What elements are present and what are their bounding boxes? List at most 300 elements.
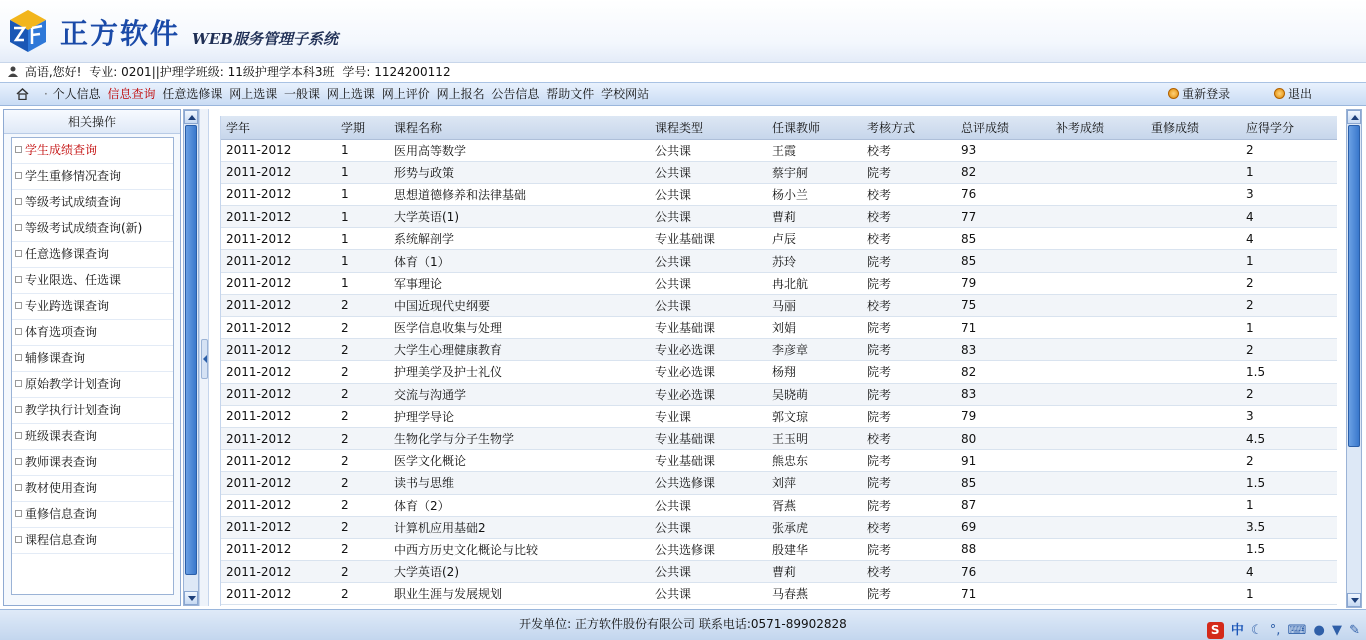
table-cell: 2011-2012 [221, 383, 336, 405]
nav-items [44, 83, 652, 106]
footer [0, 609, 1366, 640]
table-cell: 2 [336, 561, 389, 583]
table-cell: 院考 [862, 538, 956, 560]
sidebar-item-label: 辅修课查询 [25, 351, 86, 365]
table-cell: 院考 [862, 383, 956, 405]
table-cell: 医学信息收集与处理 [389, 317, 650, 339]
table-cell: 2 [336, 339, 389, 361]
table-row [221, 450, 1337, 472]
table-cell: 4.5 [1241, 427, 1337, 449]
table-cell: 2011-2012 [221, 250, 336, 272]
table-cell: 85 [956, 250, 1051, 272]
panel-splitter[interactable] [199, 109, 209, 606]
column-header[interactable]: 任课教师 [767, 116, 862, 139]
table-cell: 冉北航 [767, 272, 862, 294]
sidebar-item-label: 教师课表查询 [25, 455, 98, 469]
footer-text: 开发单位: 正方软件股份有限公司 联系电话:0571-89902828 [519, 617, 847, 631]
sidebar-item-label: 班级课表查询 [25, 429, 98, 443]
table-cell: 2011-2012 [221, 494, 336, 516]
table-cell: 熊忠东 [767, 450, 862, 472]
sidebar-item-label: 学生成绩查询 [25, 143, 98, 157]
table-cell: 公共课 [650, 583, 767, 605]
table-cell: 护理学导论 [389, 405, 650, 427]
nav-separator: · [44, 87, 48, 101]
table-cell [1051, 339, 1146, 361]
sidebar-item[interactable] [12, 528, 173, 554]
table-cell: 校考 [862, 228, 956, 250]
table-cell: 2011-2012 [221, 361, 336, 383]
table-cell: 王霞 [767, 139, 862, 161]
table-row [221, 383, 1337, 405]
table-cell: 刘娟 [767, 317, 862, 339]
table-cell: 2 [1241, 339, 1337, 361]
ime-mode[interactable]: 中 [1230, 623, 1244, 638]
table-cell: 2011-2012 [221, 206, 336, 228]
table-cell: 2 [336, 405, 389, 427]
sidebar-scroll-up[interactable] [184, 110, 198, 124]
table-cell: 1 [1241, 583, 1337, 605]
main-nav [0, 82, 1366, 106]
table-cell: 思想道德修养和法律基础 [389, 183, 650, 205]
table-cell [1051, 405, 1146, 427]
column-header[interactable]: 课程类型 [650, 116, 767, 139]
table-cell [1146, 272, 1241, 294]
table-cell: 1 [336, 161, 389, 183]
table-cell: 2011-2012 [221, 339, 336, 361]
table-cell: 大学生心理健康教育 [389, 339, 650, 361]
table-cell: 71 [956, 317, 1051, 339]
table-cell [1146, 405, 1241, 427]
sogou-icon[interactable]: S [1207, 622, 1224, 639]
table-cell: 院考 [862, 161, 956, 183]
table-cell: 曹莉 [767, 561, 862, 583]
table-row [221, 161, 1337, 183]
sidebar-item[interactable] [12, 190, 173, 216]
bullet-box-icon [15, 276, 22, 283]
table-cell: 大学英语(1) [389, 206, 650, 228]
table-cell: 69 [956, 516, 1051, 538]
table-cell: 76 [956, 183, 1051, 205]
table-row [221, 139, 1337, 161]
column-header[interactable]: 课程名称 [389, 116, 650, 139]
bullet-box-icon [15, 198, 22, 205]
table-cell [1146, 494, 1241, 516]
ime-tray [1204, 617, 1360, 638]
table-cell: 1 [1241, 161, 1337, 183]
table-cell: 校考 [862, 516, 956, 538]
table-cell: 曹莉 [767, 206, 862, 228]
sidebar-item[interactable] [12, 372, 173, 398]
relogin-link[interactable] [1168, 87, 1230, 101]
table-cell [1051, 317, 1146, 339]
table-cell: 2 [336, 294, 389, 316]
nav-online-select-2[interactable]: 网上选课 [326, 87, 375, 101]
nav-school-website[interactable]: 学校网站 [601, 87, 650, 101]
main-scrollbar[interactable] [1346, 109, 1362, 608]
bullet-box-icon [15, 146, 22, 153]
sidebar-item-label: 学生重修情况查询 [25, 169, 122, 183]
table-cell: 2 [336, 361, 389, 383]
user-info-bar [0, 62, 1366, 82]
sidebar-item[interactable] [12, 424, 173, 450]
table-cell: 4 [1241, 206, 1337, 228]
table-cell [1051, 494, 1146, 516]
table-row [221, 405, 1337, 427]
table-cell [1146, 472, 1241, 494]
table-cell: 交流与沟通学 [389, 383, 650, 405]
table-cell: 4 [1241, 561, 1337, 583]
table-cell: 1.5 [1241, 472, 1337, 494]
table-cell [1051, 206, 1146, 228]
table-row [221, 494, 1337, 516]
table-cell: 院考 [862, 317, 956, 339]
table-cell: 杨小兰 [767, 183, 862, 205]
table-cell [1146, 538, 1241, 560]
table-cell: 1 [336, 250, 389, 272]
table-cell: 卢辰 [767, 228, 862, 250]
table-cell: 读书与思维 [389, 472, 650, 494]
punctuation-icon[interactable]: °, [1269, 623, 1281, 638]
table-row [221, 250, 1337, 272]
table-cell: 82 [956, 361, 1051, 383]
table-cell: 公共课 [650, 250, 767, 272]
sidebar-item-label: 课程信息查询 [25, 533, 98, 547]
table-cell: 2 [336, 317, 389, 339]
table-cell: 殷建华 [767, 538, 862, 560]
table-row [221, 516, 1337, 538]
user-major-class: 专业: 0201||护理学班级: 11级护理学本科3班 [89, 65, 335, 79]
table-row [221, 317, 1337, 339]
keyboard-icon[interactable]: ⌨ [1287, 623, 1307, 638]
column-header[interactable]: 考核方式 [862, 116, 956, 139]
table-cell: 公共课 [650, 206, 767, 228]
column-header[interactable]: 总评成绩 [956, 116, 1051, 139]
table-cell: 刘萍 [767, 472, 862, 494]
table-cell [1146, 427, 1241, 449]
table-cell: 生物化学与分子生物学 [389, 427, 650, 449]
table-cell [1146, 161, 1241, 183]
nav-info-query[interactable]: 信息查询 [107, 87, 156, 101]
table-cell: 1 [336, 139, 389, 161]
table-cell: 3 [1241, 405, 1337, 427]
sidebar-item[interactable] [12, 320, 173, 346]
table-cell: 体育（1） [389, 250, 650, 272]
table-row [221, 228, 1337, 250]
zf-logo [8, 8, 48, 54]
sidebar-item-label: 等级考试成绩查询 [25, 195, 122, 209]
table-cell: 院考 [862, 339, 956, 361]
table-cell: 2 [336, 383, 389, 405]
logout-label: 退出 [1287, 87, 1312, 101]
sidebar-item[interactable] [12, 346, 173, 372]
table-cell: 2011-2012 [221, 538, 336, 560]
table-cell: 91 [956, 450, 1051, 472]
table-cell: 胥燕 [767, 494, 862, 516]
table-cell: 院考 [862, 472, 956, 494]
table-cell: 2 [336, 516, 389, 538]
table-cell [1146, 228, 1241, 250]
moon-icon[interactable]: ☾ [1250, 623, 1263, 638]
table-cell: 计算机应用基础2 [389, 516, 650, 538]
main-scroll-thumb[interactable] [1348, 125, 1360, 447]
bullet-box-icon [15, 406, 22, 413]
app-header [0, 0, 1366, 62]
table-cell: 1.5 [1241, 538, 1337, 560]
table-cell: 2 [1241, 383, 1337, 405]
table-cell: 2 [336, 450, 389, 472]
table-cell: 93 [956, 139, 1051, 161]
sidebar-item-label: 重修信息查询 [25, 507, 98, 521]
table-cell: 公共课 [650, 272, 767, 294]
table-cell [1051, 294, 1146, 316]
nav-online-registration[interactable]: 网上报名 [436, 87, 485, 101]
sidebar-item[interactable] [12, 242, 173, 268]
sidebar-panel [3, 109, 181, 606]
table-cell: 2 [336, 538, 389, 560]
table-cell: 1 [1241, 317, 1337, 339]
table-cell [1051, 583, 1146, 605]
sidebar-item[interactable] [12, 294, 173, 320]
bullet-box-icon [15, 510, 22, 517]
table-body [221, 139, 1337, 605]
table-cell: 82 [956, 161, 1051, 183]
table-row [221, 183, 1337, 205]
table-cell: 2 [336, 427, 389, 449]
table-cell: 2 [336, 583, 389, 605]
logout-link[interactable] [1274, 87, 1312, 101]
main-scroll-down[interactable] [1347, 593, 1361, 607]
table-cell: 2011-2012 [221, 317, 336, 339]
user-tray-icon[interactable]: ● [1313, 623, 1325, 638]
table-row [221, 206, 1337, 228]
table-cell: 77 [956, 206, 1051, 228]
column-header[interactable]: 学年 [221, 116, 336, 139]
table-cell: 形势与政策 [389, 161, 650, 183]
table-cell: 院考 [862, 494, 956, 516]
brand-name: 正方软件 [60, 17, 181, 50]
table-cell: 1 [336, 183, 389, 205]
sidebar-item[interactable] [12, 450, 173, 476]
sidebar-item[interactable] [12, 476, 173, 502]
grades-table-container [220, 116, 1338, 606]
table-cell: 校考 [862, 427, 956, 449]
table-cell: 校考 [862, 139, 956, 161]
nav-personal-info[interactable]: 个人信息 [52, 87, 101, 101]
sidebar-item-label: 专业跨选课查询 [25, 299, 110, 313]
table-cell: 80 [956, 427, 1051, 449]
table-cell: 体育（2） [389, 494, 650, 516]
table-cell: 马丽 [767, 294, 862, 316]
table-cell: 1 [336, 206, 389, 228]
sidebar-item[interactable] [12, 216, 173, 242]
table-cell [1051, 250, 1146, 272]
table-cell: 中国近现代史纲要 [389, 294, 650, 316]
table-cell: 2011-2012 [221, 472, 336, 494]
table-cell: 1.5 [1241, 361, 1337, 383]
table-row [221, 339, 1337, 361]
table-row [221, 294, 1337, 316]
table-row [221, 538, 1337, 560]
table-cell [1051, 361, 1146, 383]
table-cell [1146, 450, 1241, 472]
table-cell: 护理美学及护士礼仪 [389, 361, 650, 383]
nav-help-files[interactable]: 帮助文件 [546, 87, 595, 101]
table-cell [1146, 206, 1241, 228]
table-cell [1146, 583, 1241, 605]
table-cell [1051, 450, 1146, 472]
table-cell [1051, 383, 1146, 405]
table-cell: 88 [956, 538, 1051, 560]
sidebar-item-label: 教材使用查询 [25, 481, 98, 495]
bullet-box-icon [15, 354, 22, 361]
table-cell [1051, 272, 1146, 294]
table-cell: 76 [956, 561, 1051, 583]
table-cell: 2011-2012 [221, 405, 336, 427]
bullet-box-icon [15, 250, 22, 257]
table-cell: 校考 [862, 183, 956, 205]
table-cell [1146, 383, 1241, 405]
bullet-box-icon [15, 458, 22, 465]
column-header[interactable]: 重修成绩 [1146, 116, 1241, 139]
table-cell [1051, 228, 1146, 250]
table-cell: 公共选修课 [650, 472, 767, 494]
table-cell: 医用高等数学 [389, 139, 650, 161]
table-cell: 公共选修课 [650, 538, 767, 560]
nav-online-select-1[interactable]: 网上选课 [229, 87, 278, 101]
table-cell [1146, 183, 1241, 205]
table-cell: 专业基础课 [650, 228, 767, 250]
table-row [221, 427, 1337, 449]
table-cell: 2011-2012 [221, 139, 336, 161]
relogin-label: 重新登录 [1182, 87, 1231, 101]
table-cell: 4 [1241, 228, 1337, 250]
table-cell: 张承虎 [767, 516, 862, 538]
table-cell: 85 [956, 472, 1051, 494]
table-cell [1146, 317, 1241, 339]
sidebar-scroll-thumb[interactable] [185, 125, 197, 575]
table-cell: 公共课 [650, 183, 767, 205]
sidebar-scrollbar[interactable] [183, 109, 199, 606]
table-cell: 校考 [862, 561, 956, 583]
table-cell: 75 [956, 294, 1051, 316]
table-cell [1146, 339, 1241, 361]
table-cell: 2011-2012 [221, 183, 336, 205]
table-cell: 专业课 [650, 405, 767, 427]
table-cell: 2 [1241, 139, 1337, 161]
sidebar-item[interactable] [12, 398, 173, 424]
skin-icon[interactable]: ▼ [1331, 623, 1342, 638]
table-cell: 2011-2012 [221, 516, 336, 538]
sidebar-item-label: 教学执行计划查询 [25, 403, 122, 417]
table-cell: 2011-2012 [221, 561, 336, 583]
table-cell: 专业必选课 [650, 383, 767, 405]
user-icon [8, 66, 18, 77]
sidebar-item[interactable] [12, 268, 173, 294]
table-cell: 医学文化概论 [389, 450, 650, 472]
table-cell: 83 [956, 339, 1051, 361]
logout-icon [1274, 88, 1285, 99]
nav-announcements[interactable]: 公告信息 [491, 87, 540, 101]
collapse-sidebar-handle[interactable] [201, 339, 208, 379]
nav-online-evaluation[interactable]: 网上评价 [381, 87, 430, 101]
sidebar-item-label: 任意选修课查询 [25, 247, 110, 261]
table-cell: 公共课 [650, 294, 767, 316]
table-cell: 院考 [862, 361, 956, 383]
table-cell: 2 [336, 494, 389, 516]
sidebar-item-label: 专业限选、任选课 [25, 273, 122, 287]
table-cell: 2011-2012 [221, 583, 336, 605]
table-cell: 院考 [862, 405, 956, 427]
sidebar-item[interactable] [12, 164, 173, 190]
sidebar-scroll-down[interactable] [184, 591, 198, 605]
bullet-box-icon [15, 172, 22, 179]
table-cell [1051, 516, 1146, 538]
table-cell [1146, 250, 1241, 272]
sidebar-item-label: 等级考试成绩查询(新) [25, 221, 143, 235]
tools-icon[interactable]: ✎ [1349, 623, 1360, 638]
table-cell: 公共课 [650, 161, 767, 183]
table-cell: 蔡宇舸 [767, 161, 862, 183]
table-cell: 2011-2012 [221, 294, 336, 316]
table-row [221, 561, 1337, 583]
table-cell: 专业必选课 [650, 361, 767, 383]
sidebar-item[interactable] [12, 138, 173, 164]
table-cell: 2 [336, 472, 389, 494]
table-cell [1146, 516, 1241, 538]
table-cell: 系统解剖学 [389, 228, 650, 250]
table-cell: 校考 [862, 294, 956, 316]
user-student-no: 学号: 1124200112 [342, 65, 451, 79]
table-cell: 苏玲 [767, 250, 862, 272]
bullet-box-icon [15, 224, 22, 231]
sidebar-item-label: 原始教学计划查询 [25, 377, 122, 391]
bullet-box-icon [15, 484, 22, 491]
table-cell: 公共课 [650, 139, 767, 161]
table-cell [1051, 427, 1146, 449]
table-cell: 职业生涯与发展规划 [389, 583, 650, 605]
nav-elective-course[interactable]: 任意选修课 [162, 87, 223, 101]
table-cell: 李彦章 [767, 339, 862, 361]
table-cell: 院考 [862, 250, 956, 272]
sidebar-list [11, 137, 174, 595]
table-cell: 2011-2012 [221, 427, 336, 449]
table-header-row [221, 116, 1337, 139]
column-header[interactable]: 应得学分 [1241, 116, 1337, 139]
table-cell: 79 [956, 272, 1051, 294]
table-cell: 83 [956, 383, 1051, 405]
table-cell: 院考 [862, 583, 956, 605]
table-cell [1146, 561, 1241, 583]
table-cell: 专业基础课 [650, 427, 767, 449]
table-cell: 87 [956, 494, 1051, 516]
sidebar-item[interactable] [12, 502, 173, 528]
table-cell: 院考 [862, 450, 956, 472]
table-cell [1051, 472, 1146, 494]
table-cell: 2011-2012 [221, 450, 336, 472]
table-cell: 军事理论 [389, 272, 650, 294]
sidebar-item-label: 体育选项查询 [25, 325, 98, 339]
nav-right [1128, 83, 1312, 106]
table-cell: 1 [1241, 250, 1337, 272]
home-icon[interactable] [16, 88, 29, 100]
main-scroll-up[interactable] [1347, 110, 1361, 124]
nav-general-course[interactable]: 一般课 [284, 87, 321, 101]
column-header[interactable]: 补考成绩 [1051, 116, 1146, 139]
table-cell: 2 [1241, 294, 1337, 316]
table-cell: 专业必选课 [650, 339, 767, 361]
table-cell: 85 [956, 228, 1051, 250]
column-header[interactable]: 学期 [336, 116, 389, 139]
